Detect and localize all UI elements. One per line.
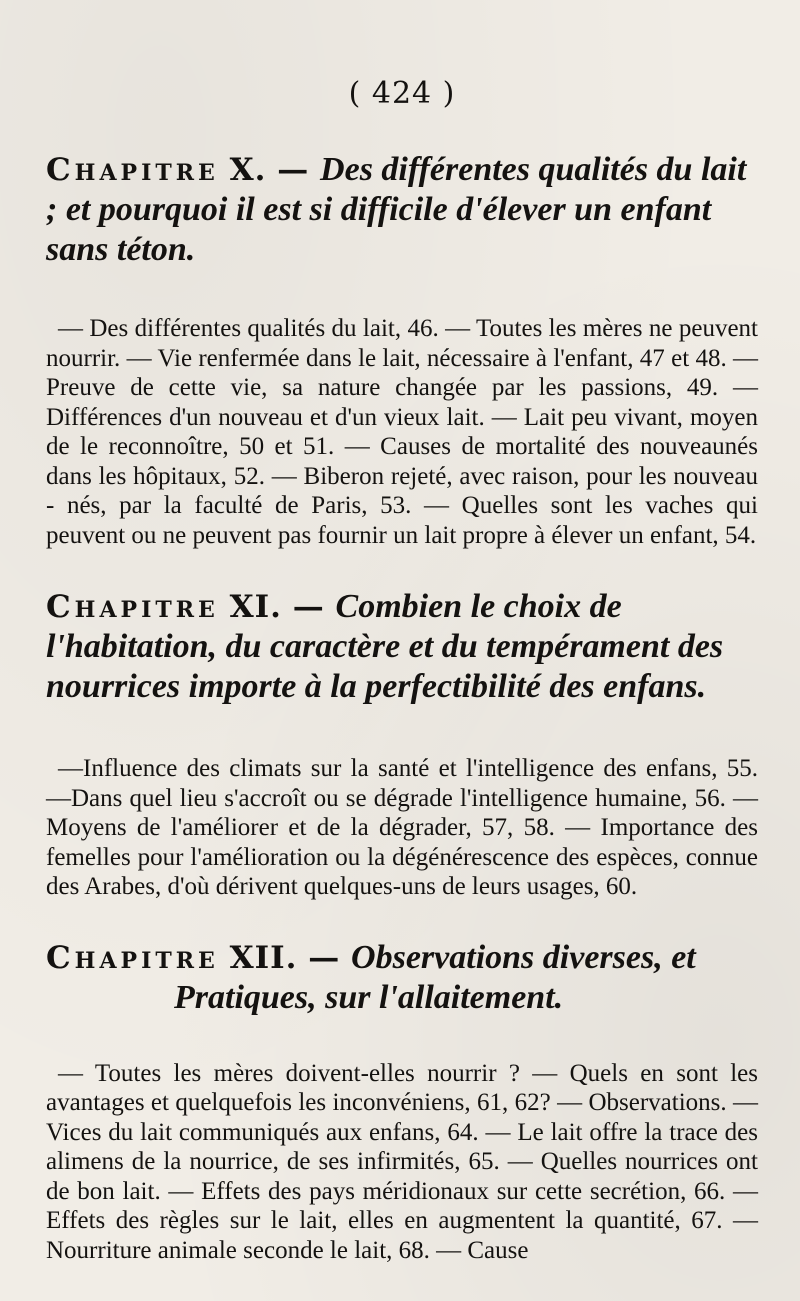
chapter-section [46,150,758,550]
chapter-number: XI. [229,589,282,625]
chapter-dash: — [308,939,341,976]
chapter-section [46,938,758,1266]
chapter-section [46,587,758,902]
chapter-title: Combien le choix de l'habitation, du caractère et du tempérament des nourrices importe à la perfectibilité des enfans. [46,588,724,705]
chapter-label: Chapitre [46,152,219,188]
chapter-label: Chapitre [46,939,219,976]
chapter-heading [46,587,758,707]
chapter-heading [46,938,758,1017]
chapter-title: Observations diverses, et [351,938,696,976]
chapter-summary: — Toutes les mères doivent-elles nourrir ? — Quels en sont les avantages et quelquefois les inconvéniens, 61, 62? — Observations. — Vices du lait communiqués aux enfans, 64. — Le lait offre la trace des alimens de la nourrice, de ses infirmités, 65. — Quelles nourrices ont de bon lait. — Effets des pays méridionaux sur cette secrétion, 66. — Effets des règles sur le lait, elles en augmentent la quantité, 67. — Nourriture animale seconde le lait, 68. — Cause [46,1059,758,1264]
chapter-dash: — [277,152,310,188]
chapter-title: Des différentes qualités du lait ; et pourquoi il est si difficile d'élever un enfant sans téton. [46,151,747,268]
chapter-title-continued: Pratiques, sur l'allaitement. [174,978,564,1016]
chapter-label: Chapitre [46,589,219,625]
page-number: ( 424 ) [348,76,456,111]
chapter-number: XII. [229,939,298,976]
chapter-dash: — [292,589,325,625]
chapter-number: X. [229,152,267,188]
chapter-heading [46,150,758,270]
chapter-summary: — Des différentes qualités du lait, 46. — Toutes les mères ne peuvent nourrir. — Vie renfermée dans le lait, nécessaire à l'enfant, 47 et 48. — Preuve de cette vie, sa nature changée par les passions, 49. — Différences d'un nouveau et d'un vieux lait. — Lait peu vivant, moyen de le reconnoître, 50 et 51. — Causes de mortalité des nouveaunés dans les hôpitaux, 52. — Biberon rejeté, avec raison, pour les nouveau - nés, par la faculté de Paris, 53. — Quelles sont les vaches qui peuvent ou ne peuvent pas fournir un lait propre à élever un enfant, 54. [46,315,758,549]
chapter-summary: —Influence des climats sur la santé et l'intelligence des enfans, 55. —Dans quel lieu s'accroît ou se dégrade l'intelligence humaine, 56. — Moyens de l'améliorer et de la dégrader, 57, 58. — Importance des femelles pour l'amélioration ou la dégénérescence des espèces, connue des Arabes, d'où dérivent quelques-uns de leurs usages, 60. [46,755,758,900]
